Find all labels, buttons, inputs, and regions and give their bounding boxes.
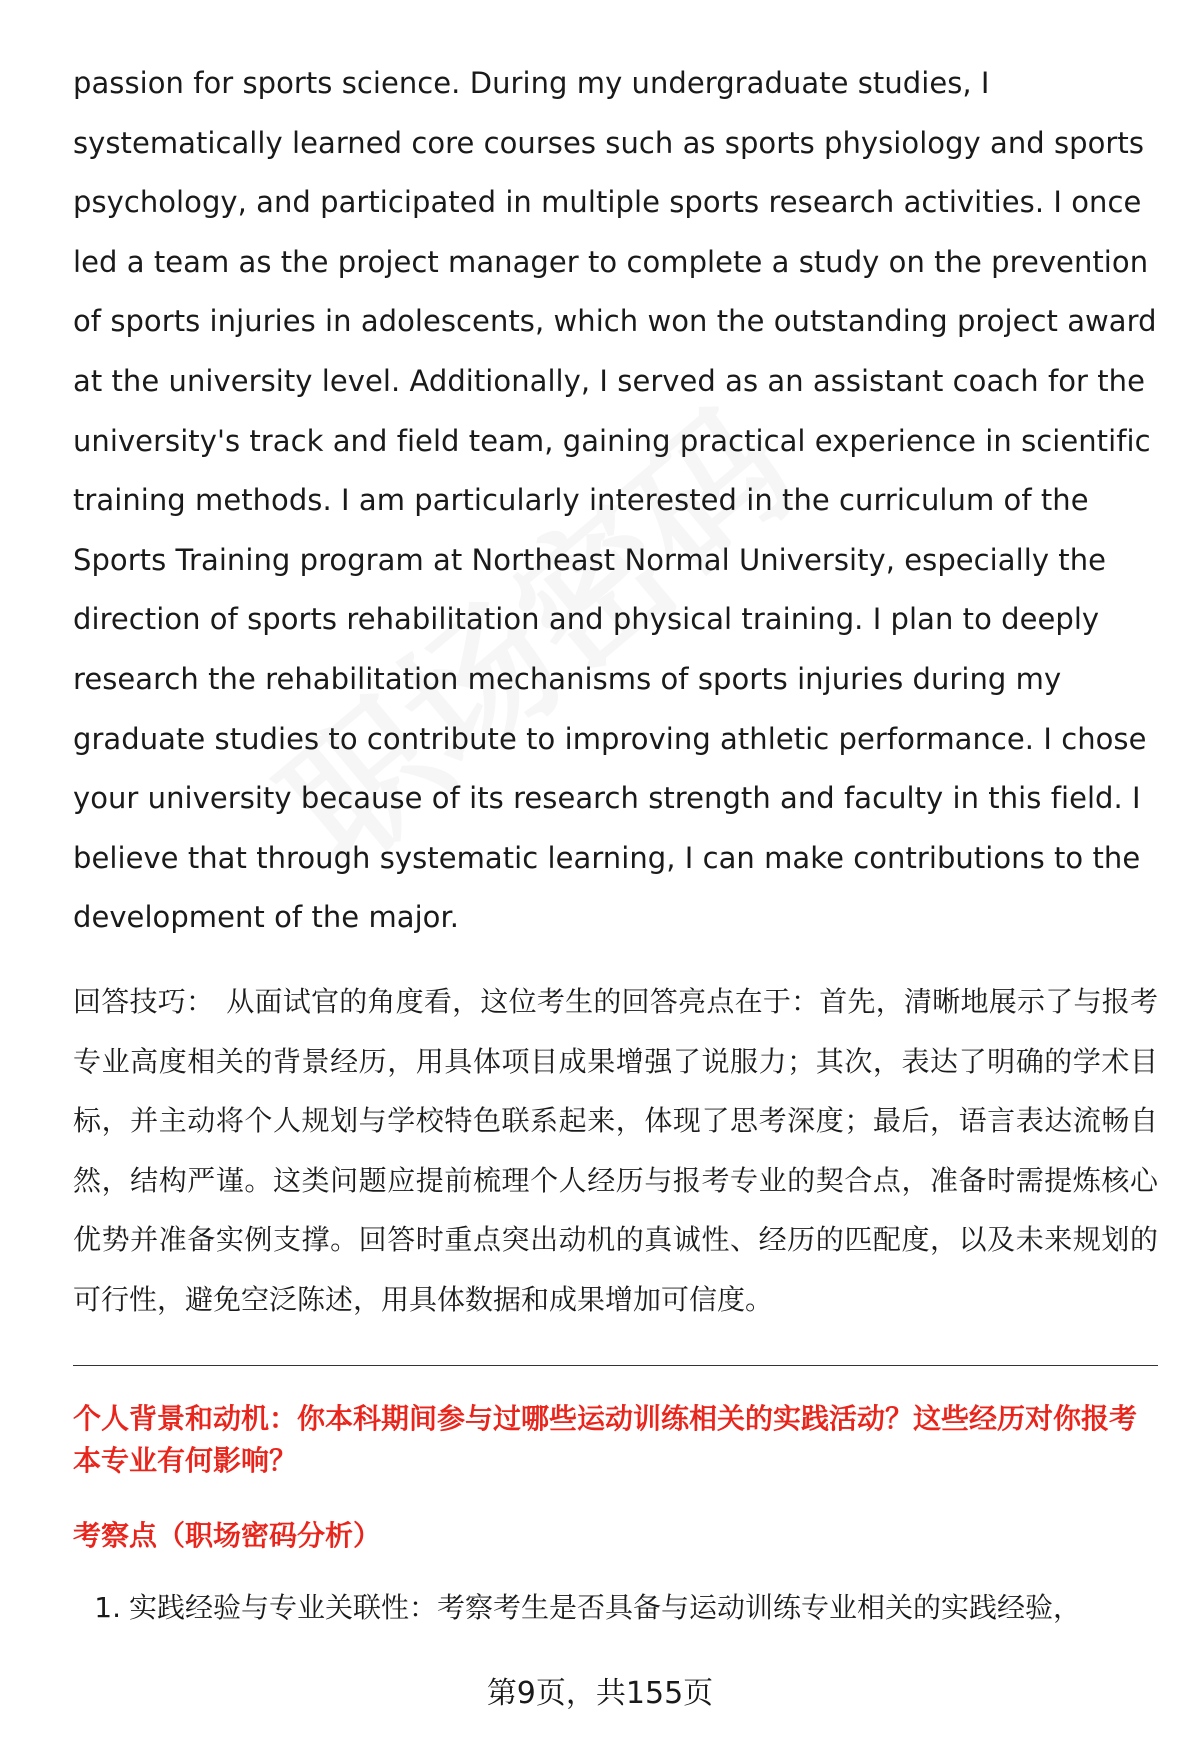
list-item: [73, 1586, 1158, 1630]
answer-tips-paragraph: [73, 972, 1158, 1330]
tips-text: 从面试官的角度看，这位考生的回答亮点在于：首先，清晰地展示了与报考专业高度相关的背景经历，用具体项目成果增强了说服力；其次，表达了明确的学术目标，并主动将个人规划与学校特色联系起来，体现了思考深度；最后，语言表达流畅自然，结构严谨。这类问题应提前梳理个人经历与报考专业的契合点，准备时需提炼核心优势并准备实例支撑。回答时重点突出动机的真诚性、经历的匹配度，以及未来规划的可行性，避免空泛陈述，用具体数据和成果增加可信度。: [73, 984, 1158, 1316]
list-item-text: 实践经验与专业关联性：考察考生是否具备与运动训练专业相关的实践经验，: [129, 1591, 1082, 1625]
section-title: 考察点（职场密码分析）: [73, 1519, 382, 1553]
question-heading: 个人背景和动机：你本科期间参与过哪些运动训练相关的实践活动？这些经历对你报考本专业有何影响？: [73, 1402, 1138, 1478]
document-page: [73, 54, 1158, 1630]
answer-paragraph-english: passion for sports science. During my undergraduate studies, I systematically learned core courses such as sports physiology and sports psychology, and participated in multiple sports research activities. I once led a team as the project manager to complete a study on the prevention of sports injuries in adolescents, which won the outstanding project award at the university level. Additionally, I served as an assistant coach for the university's track and field team, gaining practical experience in scientific training methods. I am particularly interested in the curriculum of the Sports Training program at Northeast Normal University, especially the direction of sports rehabilitation and physical training. I plan to deeply research the rehabilitation mechanisms of sports injuries during my graduate studies to contribute to improving athletic performance. I chose your university because of its research strength and faculty in this field. I believe that through systematic learning, I can make contributions to the development of the major.: [73, 66, 1157, 935]
list-item-number: 1.: [94, 1591, 121, 1625]
assessment-points-list: [73, 1586, 1158, 1630]
section-divider: [73, 1365, 1158, 1366]
tips-label: 回答技巧：: [73, 984, 215, 1018]
page-footer: 第9页，共155页: [486, 1676, 714, 1711]
